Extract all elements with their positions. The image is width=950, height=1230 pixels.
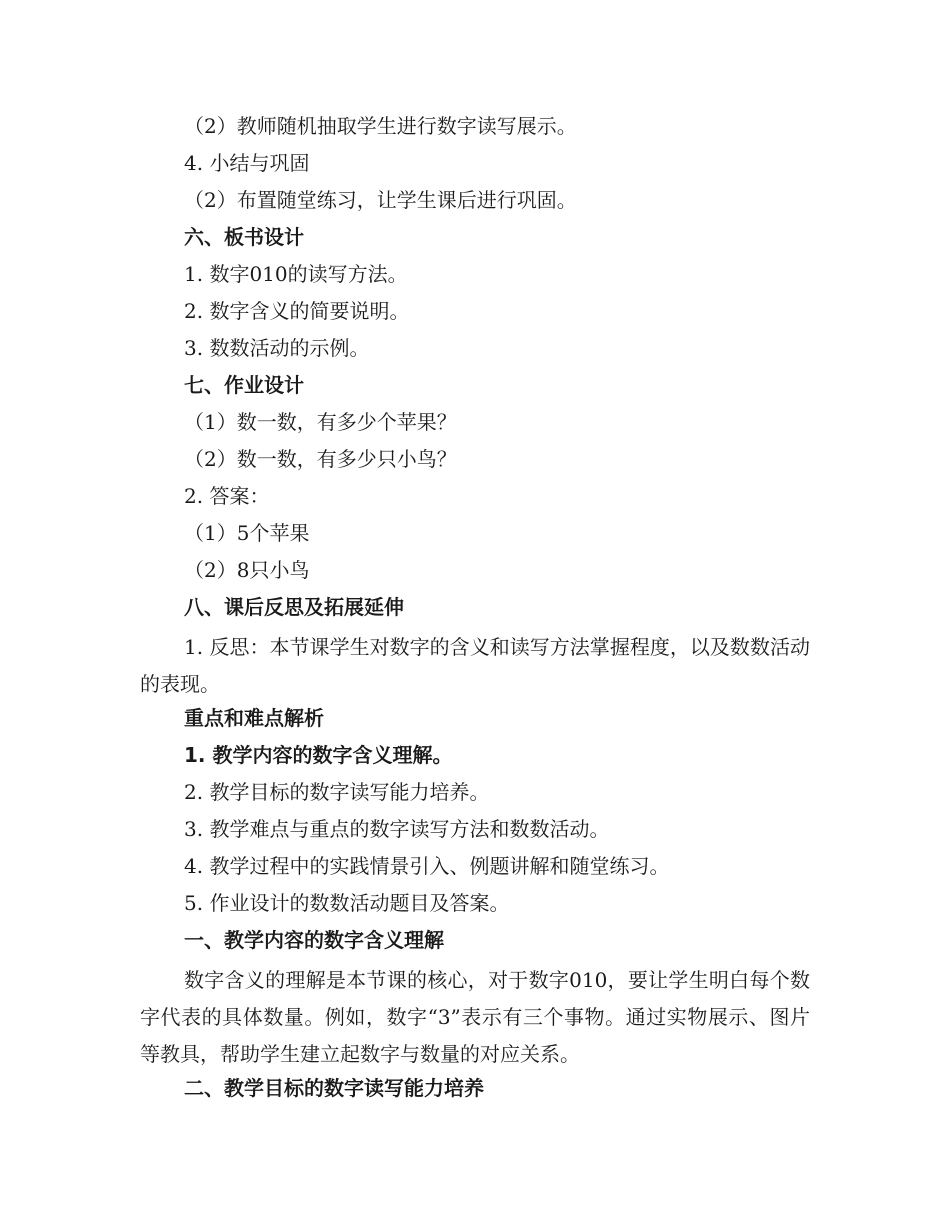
section-heading: 七、作业设计 [184,373,304,397]
text-line: 5. 作业设计的数数活动题目及答案。 [184,891,510,915]
text-line: 3. 教学难点与重点的数字读写方法和数数活动。 [184,817,610,841]
section-heading: 一、教学内容的数字含义理解 [184,928,444,952]
text-line: 3. 数数活动的示例。 [184,336,370,360]
text-line: 1. 教学内容的数字含义理解。 [184,743,453,767]
text-line: （2）布置随堂练习，让学生课后进行巩固。 [184,188,577,212]
text-line: 2. 数字含义的简要说明。 [184,299,410,323]
text-line: （1）数一数，有多少个苹果？ [184,410,457,434]
text-line: 4. 小结与巩固 [184,151,310,175]
text-line: （2）8只小鸟 [184,558,310,582]
paragraph: 1. 反思：本节课学生对数字的含义和读写方法掌握程度，以及数数活动的表现。 [140,635,810,696]
section-heading: 八、课后反思及拓展延伸 [184,595,404,619]
text-line: （1）5个苹果 [184,521,310,545]
paragraph: 数字含义的理解是本节课的核心，对于数字010，要让学生明白每个数字代表的具体数量。例如，数字“3”表示有三个事物。通过实物展示、图片等教具，帮助学生建立起数字与数量的对应关系。 [140,968,810,1066]
text-line: 2. 教学目标的数字读写能力培养。 [184,780,490,804]
section-heading: 重点和难点解析 [184,706,324,730]
text-line: 4. 教学过程中的实践情景引入、例题讲解和随堂练习。 [184,854,670,878]
section-heading: 二、教学目标的数字读写能力培养 [184,1076,484,1100]
section-heading: 六、板书设计 [184,225,304,249]
text-line: （2）数一数，有多少只小鸟？ [184,447,457,471]
text-line: 1. 数字010的读写方法。 [184,262,408,286]
text-line: 2. 答案： [184,484,270,508]
text-line: （2）教师随机抽取学生进行数字读写展示。 [184,114,577,138]
